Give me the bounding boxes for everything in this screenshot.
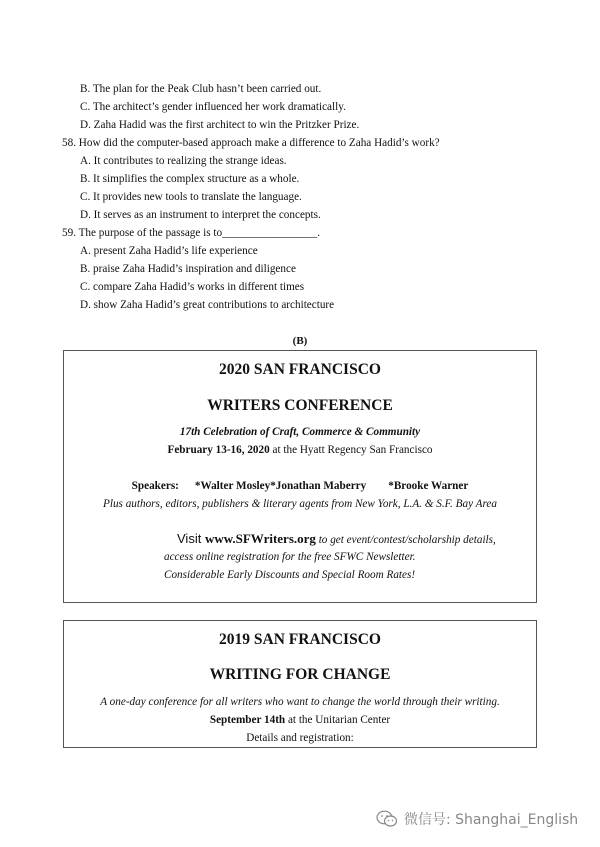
ad1-celebration: 17th Celebration of Craft, Commerce & Community (179, 426, 421, 438)
q59-option-b: B. praise Zaha Hadid’s inspiration and diligence (80, 263, 296, 275)
q58-stem: 58. How did the computer-based approach make a difference to Zaha Hadid’s work? (62, 137, 440, 149)
ad2-title-line2: WRITING FOR CHANGE (209, 666, 391, 683)
q58-option-d: D. It serves as an instrument to interpret the concepts. (80, 209, 321, 221)
ad1-visit-line2: access online registration for the free SFWC Newsletter. (164, 551, 416, 563)
ad2-date: September 14th (209, 714, 286, 726)
ad1-visit-rest: to get event/contest/scholarship details, (315, 534, 496, 546)
ad1-venue: at the Hyatt Regency San Francisco (269, 444, 433, 456)
q59-option-c: C. compare Zaha Hadid’s works in different times (80, 281, 305, 293)
q58-option-c: C. It provides new tools to translate the language. (80, 191, 302, 203)
ad2-description: A one-day conference for all writers who want to change the world through their writing. (100, 696, 500, 708)
ad1-speakers-line (64, 480, 536, 492)
ad-writing-for-change (63, 620, 537, 748)
ad-writers-conference (63, 350, 537, 603)
ad1-visit-line1 (177, 531, 496, 547)
q57-option-b: B. The plan for the Peak Club hasn’t been carried out. (80, 83, 322, 95)
ad1-visit-word: Visit (177, 531, 205, 546)
ad1-title-line1: 2020 SAN FRANCISCO (219, 361, 381, 378)
ad1-speakers: *Walter Mosley*Jonathan Maberry (194, 480, 367, 492)
q58-option-a: A. It contributes to realizing the strange ideas. (80, 155, 287, 167)
q58-option-b: B. It simplifies the complex structure as a whole. (80, 173, 300, 185)
ad1-speakers-label: Speakers: (131, 480, 179, 492)
ad1-visit-line3: Considerable Early Discounts and Special Room Rates! (164, 569, 416, 581)
ad2-title-line1: 2019 SAN FRANCISCO (219, 631, 381, 648)
ad1-date: February 13-16, 2020 (167, 444, 270, 456)
ad1-visit-url[interactable]: www.SFWriters.org (204, 531, 316, 546)
q59-stem: 59. The purpose of the passage is to_________________. (62, 227, 321, 239)
q59-option-a: A. present Zaha Hadid’s life experience (80, 245, 258, 257)
q59-option-d: D. show Zaha Hadid’s great contributions to architecture (80, 299, 335, 311)
ad2-date-venue (64, 714, 536, 726)
watermark-text: 微信号: Shanghai_English (404, 812, 579, 828)
q57-option-c: C. The architect’s gender influenced her work dramatically. (80, 101, 346, 113)
q57-option-d: D. Zaha Hadid was the first architect to win the Pritzker Prize. (80, 119, 360, 131)
ad1-plus: Plus authors, editors, publishers & literary agents from New York, L.A. & S.F. Bay Area (103, 498, 497, 510)
ad1-speakers-last: *Brooke Warner (388, 480, 469, 492)
ad2-venue: at the Unitarian Center (285, 714, 391, 726)
ad1-date-venue (64, 444, 536, 456)
ad1-title-line2: WRITERS CONFERENCE (207, 397, 393, 414)
section-label: (B) (292, 335, 308, 347)
wechat-watermark (376, 808, 586, 830)
ad2-details: Details and registration: (246, 732, 354, 744)
wechat-icon (376, 810, 398, 828)
